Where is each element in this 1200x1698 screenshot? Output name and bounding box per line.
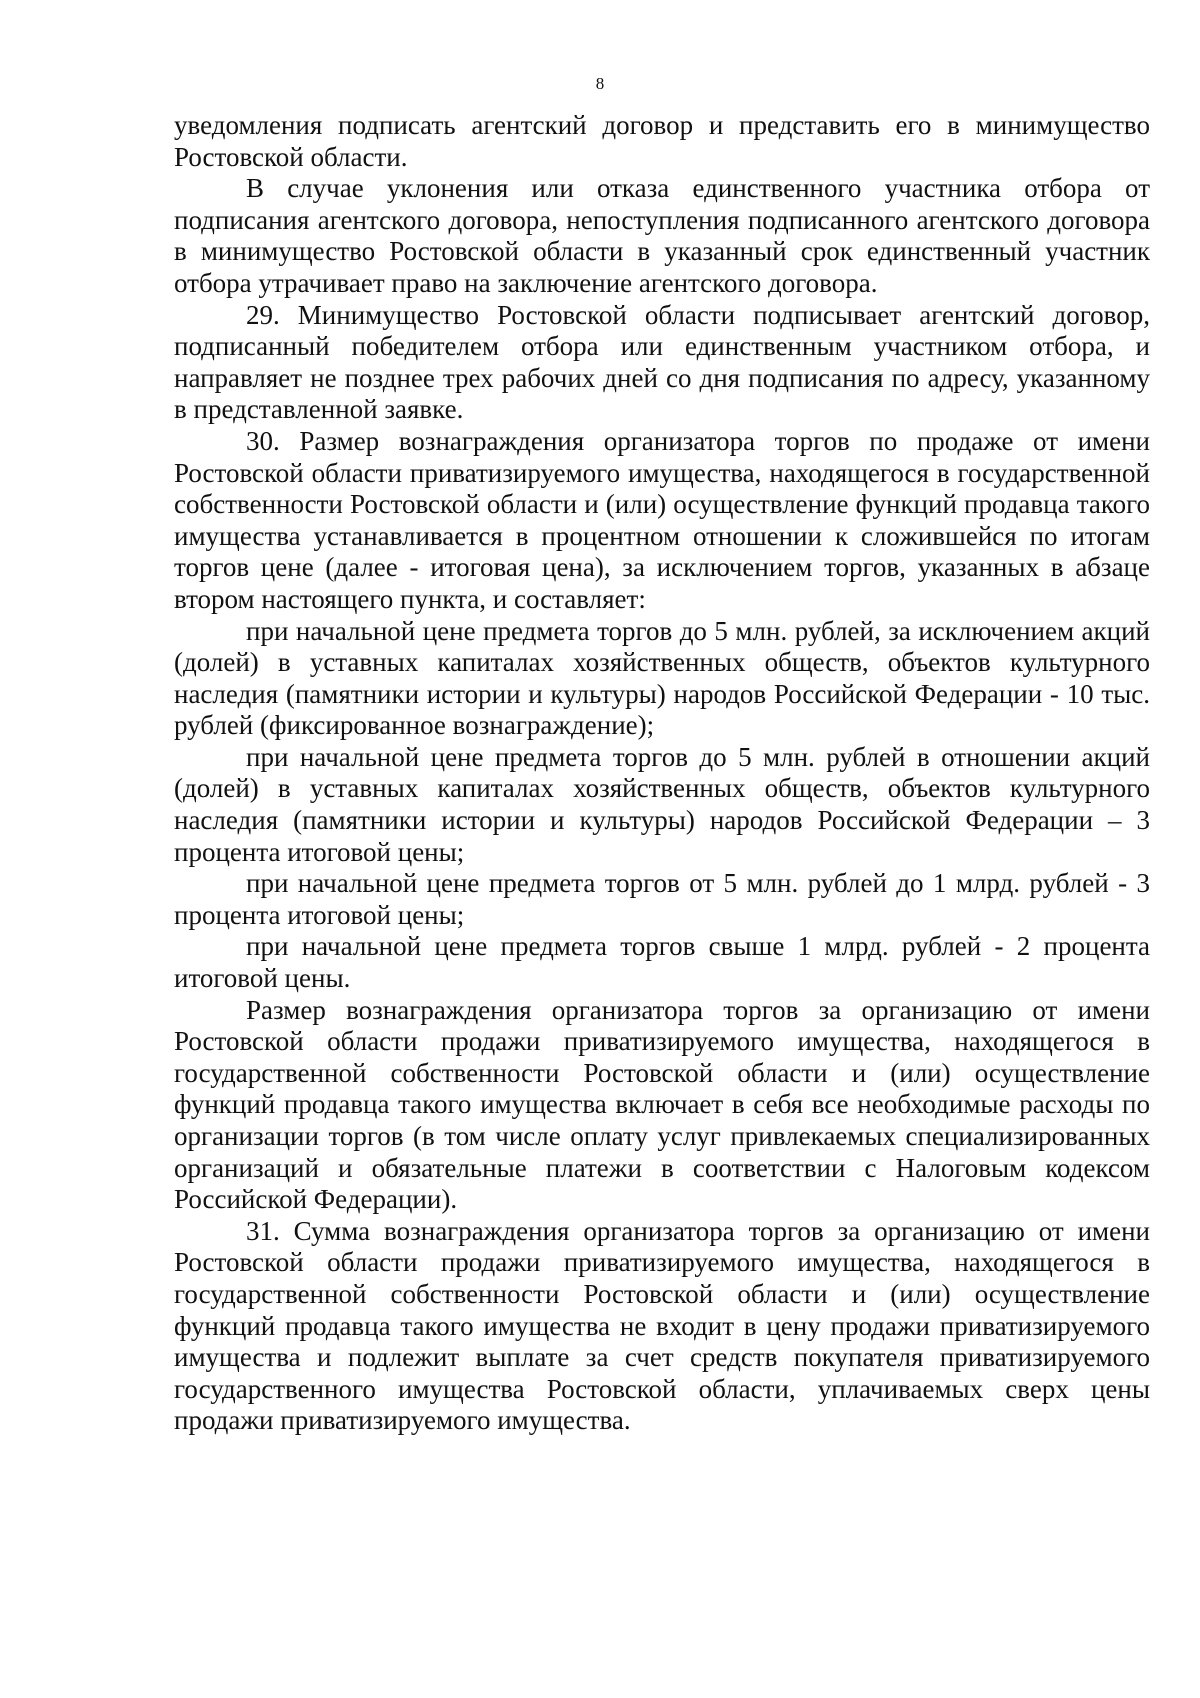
paragraph-rate-2-percent: при начальной цене предмета торгов свыше 1 млрд. рублей - 2 процента итоговой цены. <box>174 931 1150 994</box>
paragraph-rate-fixed: при начальной цене предмета торгов до 5 млн. рублей, за исключением акций (долей) в уставных капиталах хозяйственных обществ, объектов культурного наследия (памятники истории и культуры) народов Российской Федерации - 10 тыс. рублей (фиксированное вознаграждение); <box>174 615 1150 741</box>
paragraph-rate-3-percent: при начальной цене предмета торгов от 5 млн. рублей до 1 млрд. рублей - 3 процента итоговой цены; <box>174 868 1150 930</box>
page-number: 8 <box>595 74 605 93</box>
document-body <box>174 110 1150 1437</box>
paragraph-rate-shares: при начальной цене предмета торгов до 5 млн. рублей в отношении акций (долей) в уставных капиталах хозяйственных обществ, объектов культурного наследия (памятники истории и культуры) народов Российской Федерации – 3 процента итоговой цены; <box>174 741 1150 867</box>
paragraph-refusal-case: В случае уклонения или отказа единственного участника отбора от подписания агентского договора, непоступления подписанного агентского договора в минимущество Ростовской области в указанный срок единственный участник отбора утрачивает право на заключение агентского договора. <box>174 173 1150 298</box>
paragraph-item-31: 31. Сумма вознаграждения организатора торгов за организацию от имени Ростовской области продажи приватизируемого имущества, находящегося в государственной собственности Ростовской области и (или) осуществление функций продавца такого имущества не входит в цену продажи приватизируемого имущества и подлежит выплате за счет средств покупателя приватизируемого государственного имущества Ростовской области, уплачиваемых сверх цены продажи приватизируемого имущества. <box>174 1215 1150 1436</box>
paragraph-item-30: 30. Размер вознаграждения организатора торгов по продаже от имени Ростовской области приватизируемого имущества, находящегося в государственной собственности Ростовской области и (или) осуществление функций продавца такого имущества устанавливается в процентном отношении к сложившейся по итогам торгов цене (далее - итоговая цена), за исключением торгов, указанных в абзаце втором настоящего пункта, и составляет: <box>174 425 1150 614</box>
paragraph-fee-scope: Размер вознаграждения организатора торгов за организацию от имени Ростовской области продажи приватизируемого имущества, находящегося в государственной собственности Ростовской области и (или) осуществление функций продавца такого имущества включает в себя все необходимые расходы по организации торгов (в том числе оплату услуг привлекаемых специализированных организаций и обязательные платежи в соответствии с Налоговым кодексом Российской Федерации). <box>174 994 1150 1215</box>
paragraph-item-29: 29. Минимущество Ростовской области подписывает агентский договор, подписанный победителем отбора или единственным участником отбора, и направляет не позднее трех рабочих дней со дня подписания по адресу, указанному в представленной заявке. <box>174 299 1150 425</box>
paragraph-continuation: уведомления подписать агентский договор и представить его в минимущество Ростовской области. <box>174 110 1150 172</box>
